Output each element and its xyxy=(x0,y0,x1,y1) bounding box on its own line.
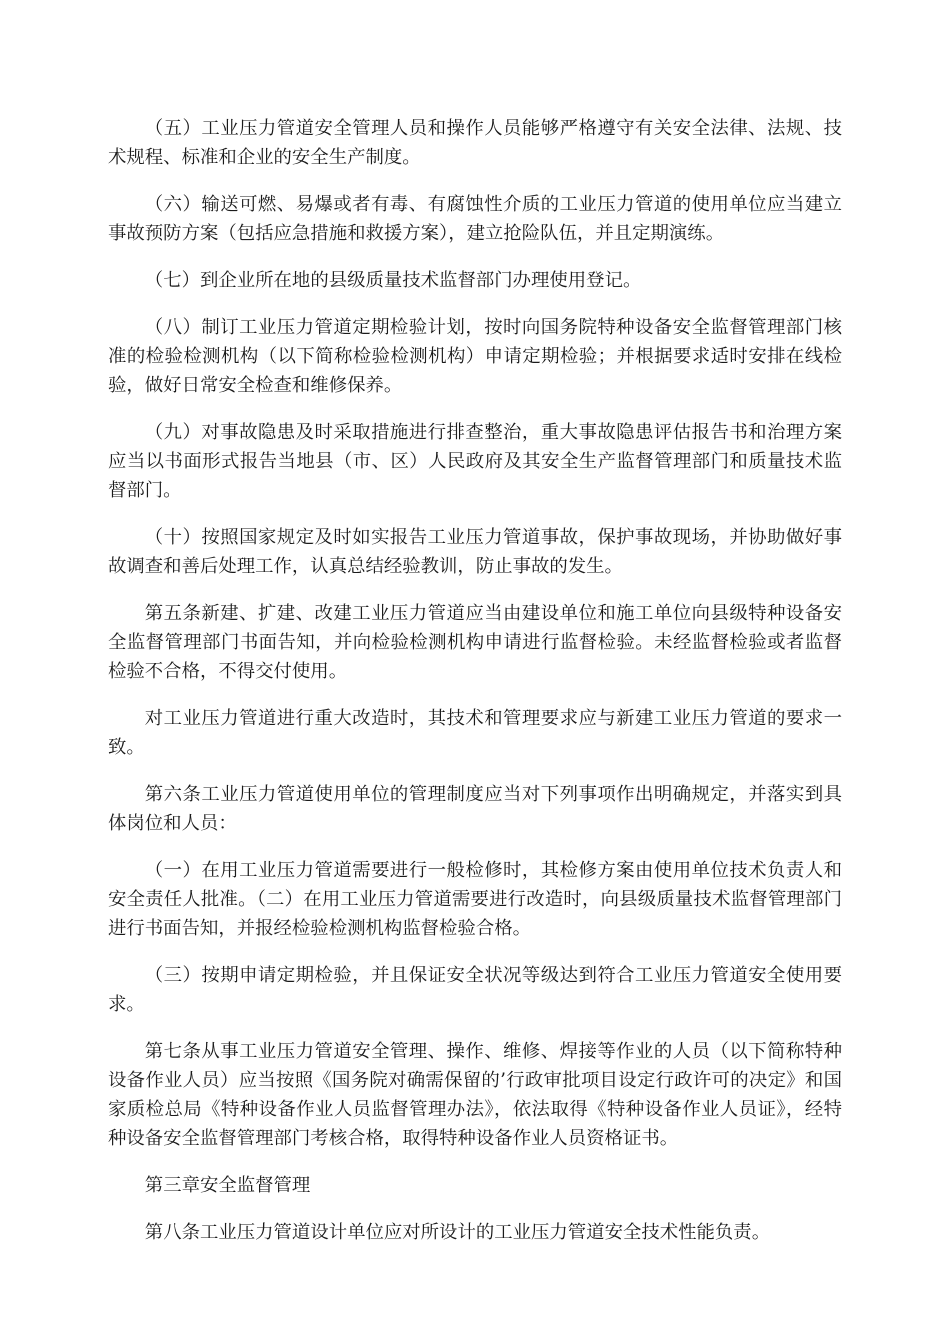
paragraph-item-9: （九）对事故隐患及时采取措施进行排查整治，重大事故隐患评估报告书和治理方案应当以书面形式报告当地县（市、区）人民政府及其安全生产监督管理部门和质量技术监督部门。 xyxy=(108,422,842,501)
article-7: 第七条从事工业压力管道安全管理、操作、维修、焊接等作业的人员（以下简称特种设备作业人员）应当按照《国务院对确需保留的’行政审批项目设定行政许可的决定》和国家质检总局《特种设备作业人员监督管理办法》，依法取得《特种设备作业人员证》，经特种设备安全监督管理部门考核合格，取得特种设备作业人员资格证书。 xyxy=(108,1041,842,1149)
article-5-major-modification: 对工业压力管道进行重大改造时，其技术和管理要求应与新建工业压力管道的要求一致。 xyxy=(108,708,842,758)
article-6: 第六条工业压力管道使用单位的管理制度应当对下列事项作出明确规定，并落实到具体岗位和人员： xyxy=(108,784,842,834)
paragraph-item-10: （十）按照国家规定及时如实报告工业压力管道事故，保护事故现场，并协助做好事故调查和善后处理工作，认真总结经验教训，防止事故的发生。 xyxy=(108,527,842,577)
paragraph-item-5: （五）工业压力管道安全管理人员和操作人员能够严格遵守有关安全法律、法规、技术规程、标准和企业的安全生产制度。 xyxy=(108,118,842,168)
article-6-items-1-2: （一）在用工业压力管道需要进行一般检修时，其检修方案由使用单位技术负责人和安全责任人批准。（二）在用工业压力管道需要进行改造时，向县级质量技术监督管理部门进行书面告知，并报经检验检测机构监督检验合格。 xyxy=(108,860,842,939)
article-6-item-3: （三）按期申请定期检验，并且保证安全状况等级达到符合工业压力管道安全使用要求。 xyxy=(108,965,842,1015)
chapter-3-heading: 第三章安全监督管理 xyxy=(144,1175,311,1196)
paragraph-item-6: （六）输送可燃、易爆或者有毒、有腐蚀性介质的工业压力管道的使用单位应当建立事故预防方案（包括应急措施和救援方案），建立抢险队伍，并且定期演练。 xyxy=(108,194,842,244)
article-8: 第八条工业压力管道设计单位应对所设计的工业压力管道安全技术性能负责。 xyxy=(144,1222,771,1243)
paragraph-item-7: （七）到企业所在地的县级质量技术监督部门办理使用登记。 xyxy=(144,270,642,291)
document-body xyxy=(108,114,842,1265)
article-5: 第五条新建、扩建、改建工业压力管道应当由建设单位和施工单位向县级特种设备安全监督管理部门书面告知，并向检验检测机构申请进行监督检验。未经监督检验或者监督检验不合格，不得交付使用。 xyxy=(108,603,842,682)
paragraph-item-8: （八）制订工业压力管道定期检验计划，按时向国务院特种设备安全监督管理部门核准的检验检测机构（以下简称检验检测机构）申请定期检验；并根据要求适时安排在线检验，做好日常安全检查和维修保养。 xyxy=(108,317,842,396)
